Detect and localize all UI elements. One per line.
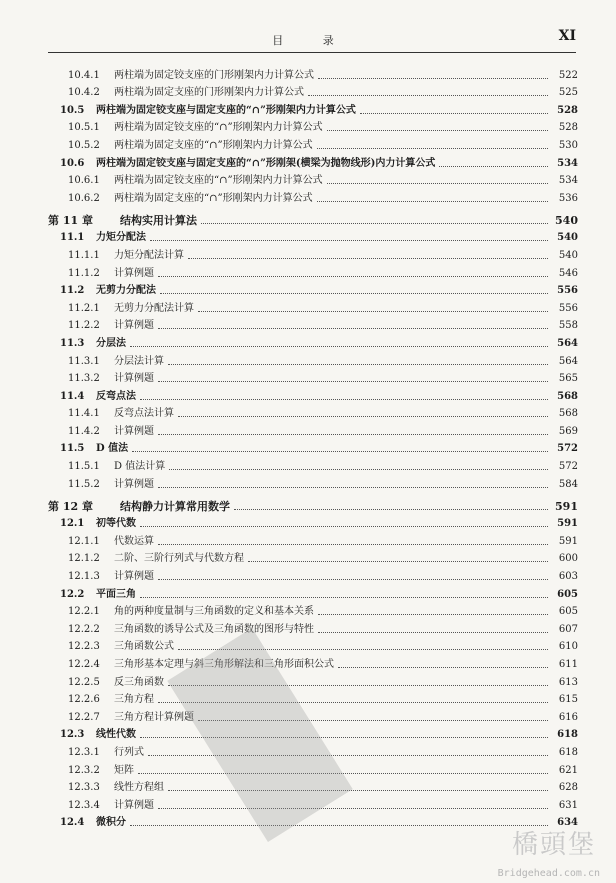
toc-leader-dots <box>168 790 548 791</box>
toc-entry[interactable] <box>48 530 578 548</box>
toc-entry[interactable] <box>48 315 578 333</box>
toc-entry-title: 行列式 <box>114 746 144 758</box>
toc-leader-dots <box>158 808 548 809</box>
toc-entry-number: 10.5.2 <box>68 139 100 151</box>
toc-entry[interactable] <box>48 170 578 188</box>
toc-entry-page: 564 <box>557 337 578 349</box>
toc-leader-dots <box>158 434 548 435</box>
toc-entry-title: 计算例题 <box>114 571 154 583</box>
toc-entry-number: 10.6.1 <box>68 175 100 187</box>
toc-entry-page: 628 <box>558 782 578 794</box>
toc-entry-number: 12.3 <box>60 729 85 741</box>
toc-entry[interactable] <box>48 82 578 100</box>
toc-entry-page: 607 <box>558 623 578 635</box>
toc-entry[interactable] <box>48 244 578 262</box>
toc-leader-dots <box>234 509 548 510</box>
toc-entry-page: 528 <box>558 122 578 134</box>
toc-entry-title: 计算例题 <box>114 478 154 490</box>
toc-entry-number: 11.2 <box>60 285 85 297</box>
toc-entry-title: 两柱端为固定铰支座的门形刚架内力计算公式 <box>114 69 314 81</box>
toc-entry-title: 两柱端为固定支座的“∩”形刚架内力计算公式 <box>114 192 313 204</box>
toc-entry-number: 11.1.1 <box>68 249 100 261</box>
toc-entry-page: 528 <box>557 104 578 116</box>
toc-entry-page: 618 <box>558 746 578 758</box>
toc-entry-title: 两柱端为固定铰支座的“∩”形刚架内力计算公式 <box>114 175 323 187</box>
toc-entry-title: 线性方程组 <box>114 782 164 794</box>
toc-entry[interactable] <box>48 583 578 601</box>
toc-entry-title: 代数运算 <box>114 535 154 547</box>
toc-entry-title: D 值法计算 <box>114 461 166 473</box>
toc-entry-page: 618 <box>557 729 578 741</box>
toc-entry-title: 三角形基本定理与斜三角形解法和三角形面积公式 <box>114 659 334 670</box>
toc-entry-title: 平面三角 <box>96 588 136 600</box>
toc-entry-number: 12.2.2 <box>68 623 100 635</box>
toc-entry-page: 591 <box>558 535 578 547</box>
toc-entry[interactable] <box>48 565 578 583</box>
toc-entry-number: 12.1.1 <box>68 535 100 547</box>
toc-leader-dots <box>318 632 548 633</box>
toc-entry[interactable] <box>48 297 578 315</box>
toc-entry-page: 564 <box>558 355 578 367</box>
toc-entry-title: 两柱端为固定铰支座的“∩”形刚架内力计算公式 <box>114 122 323 134</box>
toc-entry-page: 600 <box>558 553 578 565</box>
toc-entry-number: 12.2.3 <box>68 641 100 653</box>
toc-entry-page: 540 <box>555 213 578 227</box>
toc-entry-title: 两柱端为固定支座的门形刚架内力计算公式 <box>114 87 304 99</box>
toc-entry[interactable] <box>48 152 578 170</box>
toc-entry[interactable] <box>48 491 578 513</box>
toc-leader-dots <box>168 364 548 365</box>
toc-entry[interactable] <box>48 689 578 707</box>
toc-leader-dots <box>140 399 548 400</box>
toc-leader-dots <box>317 148 548 149</box>
toc-entry-number: 12.2.4 <box>68 659 100 670</box>
toc-entry-number: 11.4 <box>60 390 85 402</box>
toc-entry-number: 10.6 <box>60 157 85 169</box>
toc-entry[interactable] <box>48 513 578 531</box>
toc-entry-title: 两柱端为固定铰支座与固定支座的“∩”形刚架(横梁为抛物线形)内力计算公式 <box>96 157 436 169</box>
toc-entry-page: 634 <box>557 817 578 829</box>
toc-leader-dots <box>327 183 548 184</box>
toc-entry-page: 584 <box>558 478 578 490</box>
toc-entry-title: 三角方程 <box>114 694 154 706</box>
toc-entry-number: 12.3.3 <box>68 782 100 794</box>
toc-entry-title: 分层法 <box>96 337 126 349</box>
toc-entry-title: 微积分 <box>96 817 126 829</box>
toc-entry-page: 615 <box>558 694 578 706</box>
toc-entry-number: 10.4.2 <box>68 87 100 99</box>
toc-entry-title: 两柱端为固定铰支座与固定支座的“∩”形刚架内力计算公式 <box>96 104 356 116</box>
toc-entry-title: 反三角函数 <box>114 676 164 688</box>
toc-entry-number: 10.6.2 <box>68 192 100 204</box>
toc-entry-page: 605 <box>558 606 578 618</box>
toc-leader-dots <box>158 328 548 329</box>
toc-entry-page: 568 <box>558 408 578 420</box>
toc-entry[interactable] <box>48 473 578 491</box>
toc-entry-page: 556 <box>557 285 578 297</box>
toc-entry-page: 536 <box>558 192 578 204</box>
toc-entry[interactable] <box>48 385 578 403</box>
toc-entry-number: 12.1.3 <box>68 571 100 583</box>
toc-entry-title: D 值法 <box>96 443 129 455</box>
toc-entry-page: 591 <box>555 499 578 513</box>
toc-entry-number: 12.1 <box>60 518 85 530</box>
toc-leader-dots <box>140 526 548 527</box>
toc-entry-page: 610 <box>558 641 578 653</box>
toc-leader-dots <box>150 240 548 241</box>
toc-leader-dots <box>132 451 548 452</box>
toc-entry[interactable] <box>48 205 578 227</box>
toc-entry-number: 11.2.1 <box>68 302 100 314</box>
toc-entry-title: 三角函数公式 <box>114 641 174 653</box>
toc-entry-number: 11.2.2 <box>68 320 100 332</box>
toc-entry-page: 603 <box>558 571 578 583</box>
toc-entry-title: 角的两种度量制与三角函数的定义和基本关系 <box>114 606 314 618</box>
toc-entry-number: 11.1 <box>60 232 85 244</box>
toc-entry-number: 12.2.5 <box>68 676 100 688</box>
header-page-number: XI <box>558 28 576 44</box>
toc-entry-number: 12.2.7 <box>68 711 100 723</box>
toc-entry[interactable] <box>48 227 578 245</box>
toc-leader-dots <box>318 78 548 79</box>
toc-leader-dots <box>169 469 548 470</box>
toc-entry-number: 第 11 章 <box>48 213 93 227</box>
toc-entry[interactable] <box>48 403 578 421</box>
toc-entry[interactable] <box>48 455 578 473</box>
toc-entry[interactable] <box>48 280 578 298</box>
toc-leader-dots <box>158 487 548 488</box>
toc-entry-title: 无剪力分配法 <box>96 285 156 297</box>
toc-entry-number: 12.2.6 <box>68 694 100 706</box>
toc-entry-number: 11.4.2 <box>68 425 100 437</box>
toc-leader-dots <box>198 311 548 312</box>
toc-leader-dots <box>160 293 548 294</box>
toc-entry-page: 569 <box>558 425 578 437</box>
toc-entry-title: 无剪力分配法计算 <box>114 302 194 314</box>
toc-entry-number: 11.5.1 <box>68 461 100 473</box>
header-title: 目 录 <box>272 34 352 47</box>
toc-entry-page: 558 <box>558 320 578 332</box>
toc-entry[interactable] <box>48 350 578 368</box>
toc-entry-title: 计算例题 <box>114 320 154 332</box>
toc-entry-title: 反弯点法计算 <box>114 408 174 420</box>
toc-entry-page: 530 <box>558 139 578 151</box>
toc-leader-dots <box>158 579 548 580</box>
toc-leader-dots <box>130 346 548 347</box>
toc-entry-page: 568 <box>557 390 578 402</box>
toc-entry-page: 621 <box>558 764 578 776</box>
toc-entry[interactable] <box>48 438 578 456</box>
toc-entry-page: 525 <box>558 87 578 99</box>
toc-leader-dots <box>148 755 548 756</box>
toc-entry-number: 12.2 <box>60 588 85 600</box>
toc-entry-page: 631 <box>558 799 578 811</box>
toc-entry-page: 572 <box>558 461 578 473</box>
toc-entry-number: 11.3 <box>60 337 85 349</box>
toc-leader-dots <box>327 130 548 131</box>
toc-entry-number: 11.5.2 <box>68 478 100 490</box>
page-header <box>48 30 576 53</box>
toc-leader-dots <box>140 597 548 598</box>
toc-entry-number: 12.3.1 <box>68 746 100 758</box>
toc-entry-page: 565 <box>558 373 578 385</box>
toc-entry-title: 三角方程计算例题 <box>114 711 194 723</box>
toc-leader-dots <box>338 667 548 668</box>
toc-entry-title: 线性代数 <box>96 729 136 741</box>
toc-entry-title: 结构实用计算法 <box>120 213 197 227</box>
toc-entry[interactable] <box>48 99 578 117</box>
toc-entry[interactable] <box>48 134 578 152</box>
toc-leader-dots <box>178 416 548 417</box>
toc-entry-title: 三角函数的诱导公式及三角函数的图形与特性 <box>114 623 314 635</box>
table-of-contents <box>48 64 578 829</box>
toc-entry[interactable] <box>48 601 578 619</box>
toc-entry[interactable] <box>48 618 578 636</box>
toc-leader-dots <box>439 166 548 167</box>
toc-entry-title: 计算例题 <box>114 799 154 811</box>
toc-entry[interactable] <box>48 420 578 438</box>
toc-entry-page: 522 <box>558 69 578 81</box>
toc-leader-dots <box>158 276 548 277</box>
toc-entry-page: 616 <box>558 711 578 723</box>
toc-entry-title: 两柱端为固定支座的“∩”形刚架内力计算公式 <box>114 139 313 151</box>
toc-entry[interactable] <box>48 636 578 654</box>
toc-entry-page: 556 <box>558 302 578 314</box>
toc-entry-title: 初等代数 <box>96 518 136 530</box>
toc-entry-page: 534 <box>558 175 578 187</box>
toc-entry-page: 540 <box>558 249 578 261</box>
toc-entry-number: 10.5.1 <box>68 122 100 134</box>
toc-entry-title: 计算例题 <box>114 425 154 437</box>
toc-entry-title: 二阶、三阶行列式与代数方程 <box>114 553 244 565</box>
toc-entry-title: 矩阵 <box>114 764 134 776</box>
toc-entry-number: 10.5 <box>60 104 85 116</box>
toc-leader-dots <box>158 381 548 382</box>
toc-leader-dots <box>317 201 548 202</box>
toc-entry-number: 11.5 <box>60 443 85 455</box>
toc-entry-number: 11.4.1 <box>68 408 100 420</box>
toc-entry-page: 546 <box>558 267 578 279</box>
toc-entry-number: 11.3.1 <box>68 355 100 367</box>
toc-entry[interactable] <box>48 653 578 671</box>
toc-entry-number: 12.1.2 <box>68 553 100 565</box>
toc-leader-dots <box>248 561 548 562</box>
toc-entry-number: 11.1.2 <box>68 267 100 279</box>
toc-leader-dots <box>360 113 548 114</box>
toc-entry[interactable] <box>48 548 578 566</box>
toc-entry-number: 12.2.1 <box>68 606 100 618</box>
toc-entry-page: 572 <box>557 443 578 455</box>
toc-entry[interactable] <box>48 262 578 280</box>
toc-entry-number: 12.3.2 <box>68 764 100 776</box>
toc-entry-number: 12.4 <box>60 817 85 829</box>
toc-entry-page: 534 <box>557 157 578 169</box>
toc-entry-title: 力矩分配法计算 <box>114 249 184 261</box>
toc-entry[interactable] <box>48 368 578 386</box>
toc-entry-page: 591 <box>557 518 578 530</box>
toc-entry-title: 力矩分配法 <box>96 232 146 244</box>
toc-entry[interactable] <box>48 671 578 689</box>
toc-leader-dots <box>158 544 548 545</box>
toc-entry[interactable] <box>48 117 578 135</box>
toc-entry[interactable] <box>48 64 578 82</box>
toc-entry-title: 计算例题 <box>114 373 154 385</box>
toc-entry-title: 结构静力计算常用数学 <box>120 499 230 513</box>
toc-entry-number: 10.4.1 <box>68 69 100 81</box>
toc-leader-dots <box>130 825 548 826</box>
toc-leader-dots <box>140 737 548 738</box>
toc-entry[interactable] <box>48 812 578 830</box>
toc-entry[interactable] <box>48 187 578 205</box>
toc-entry-title: 分层法计算 <box>114 355 164 367</box>
toc-leader-dots <box>188 258 548 259</box>
toc-entry[interactable] <box>48 332 578 350</box>
toc-entry-page: 613 <box>558 676 578 688</box>
toc-entry-page: 611 <box>558 659 578 670</box>
site-logo: 橋頭堡 <box>511 830 596 860</box>
toc-entry-page: 540 <box>557 232 578 244</box>
toc-leader-dots <box>308 95 548 96</box>
toc-entry-title: 计算例题 <box>114 267 154 279</box>
toc-leader-dots <box>318 614 548 615</box>
toc-entry-number: 12.3.4 <box>68 799 100 811</box>
toc-entry-number: 11.3.2 <box>68 373 100 385</box>
toc-entry-page: 605 <box>557 588 578 600</box>
toc-entry-title: 反弯点法 <box>96 390 136 402</box>
toc-leader-dots <box>201 223 548 224</box>
toc-entry-number: 第 12 章 <box>48 499 93 513</box>
toc-entry[interactable] <box>48 706 578 724</box>
site-url: Bridgehead.com.cn <box>497 868 600 879</box>
